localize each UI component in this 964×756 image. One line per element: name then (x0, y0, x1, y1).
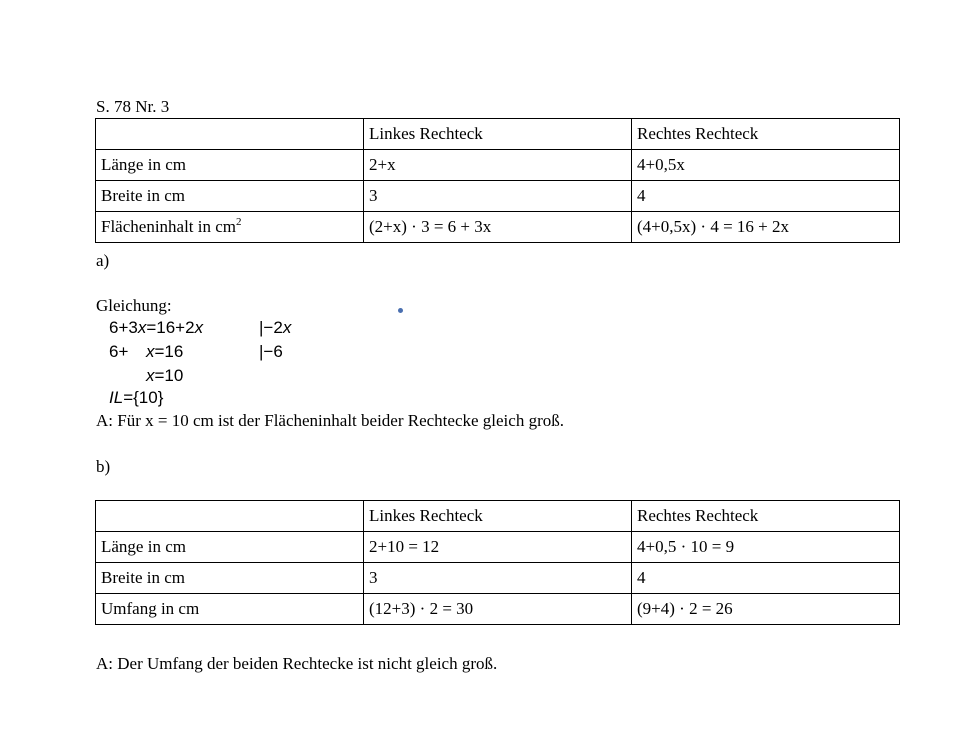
row-label-text: Flächeninhalt in cm (101, 217, 237, 236)
table-header-cell: Linkes Rechteck (364, 501, 632, 532)
eq-term: =16 (154, 342, 184, 361)
eq-operation: |−6 (259, 342, 283, 361)
equation-line-2 (109, 343, 128, 360)
eq-variable: x (194, 318, 204, 337)
equation-op-2 (259, 343, 283, 360)
right-value: (4+0,5x) · 4 = 16 + 2x (632, 212, 900, 243)
equation-line-1 (109, 319, 203, 336)
area-table (95, 118, 900, 243)
left-value: 3 (364, 181, 632, 212)
table-row (96, 181, 900, 212)
eq-variable: x (137, 318, 147, 337)
table-row (96, 150, 900, 181)
cursor-marker (398, 308, 403, 313)
answer-a: A: Für x = 10 cm ist der Flächeninhalt beider Rechtecke gleich groß. (96, 411, 564, 430)
perimeter-table (95, 500, 900, 625)
equation-line-3 (146, 367, 183, 384)
table-header-cell: Rechtes Rechteck (632, 119, 900, 150)
eq-term: =10 (154, 366, 184, 385)
row-label (96, 212, 364, 243)
eq-variable: x (146, 342, 155, 361)
eq-term: 6+ (109, 342, 129, 361)
eq-variable: x (282, 318, 292, 337)
row-label: Länge in cm (96, 532, 364, 563)
right-value: 4 (632, 563, 900, 594)
solution-set (109, 389, 163, 406)
table-row (96, 563, 900, 594)
part-b-label: b) (96, 457, 111, 476)
page-heading: S. 78 Nr. 3 (96, 97, 170, 116)
eq-variable: x (146, 366, 155, 385)
left-value: (2+x) · 3 = 6 + 3x (364, 212, 632, 243)
solution-set-value: ={10} (123, 388, 164, 407)
left-value: (12+3) · 2 = 30 (364, 594, 632, 625)
eq-term: 6+3 (109, 318, 138, 337)
table-row (96, 594, 900, 625)
table-header-cell (96, 501, 364, 532)
eq-term: =16+2 (146, 318, 195, 337)
right-value: 4+0,5x (632, 150, 900, 181)
equation-heading: Gleichung: (96, 296, 172, 315)
superscript: 2 (236, 216, 242, 228)
right-value: 4+0,5 · 10 = 9 (632, 532, 900, 563)
table-header-cell (96, 119, 364, 150)
row-label: Länge in cm (96, 150, 364, 181)
left-value: 2+x (364, 150, 632, 181)
right-value: (9+4) · 2 = 26 (632, 594, 900, 625)
table-row (96, 212, 900, 243)
row-label: Breite in cm (96, 181, 364, 212)
table-header-cell: Linkes Rechteck (364, 119, 632, 150)
row-label: Umfang in cm (96, 594, 364, 625)
eq-operation: |−2 (259, 318, 283, 337)
table-row (96, 532, 900, 563)
equation-line-2-rest (146, 343, 183, 360)
left-value: 3 (364, 563, 632, 594)
table-header-row (96, 119, 900, 150)
answer-b: A: Der Umfang der beiden Rechtecke ist nicht gleich groß. (96, 654, 498, 673)
table-header-cell: Rechtes Rechteck (632, 501, 900, 532)
row-label: Breite in cm (96, 563, 364, 594)
part-a-label: a) (96, 251, 110, 270)
equation-op-1 (259, 319, 291, 336)
right-value: 4 (632, 181, 900, 212)
table-header-row (96, 501, 900, 532)
left-value: 2+10 = 12 (364, 532, 632, 563)
solution-set-symbol: IL (109, 388, 124, 407)
